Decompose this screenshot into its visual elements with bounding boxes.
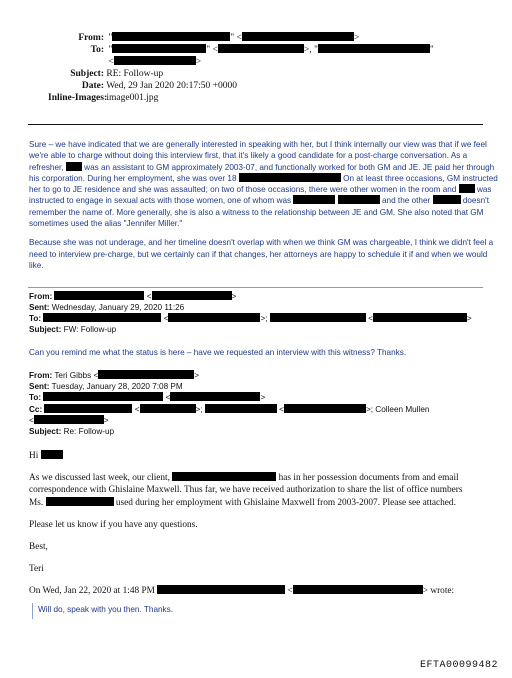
redaction (459, 184, 475, 193)
letter-paragraph-1: As we discussed last week, our client, has in her possession documents from and email correspondence with Ghislaine Maxwell. Thus far, we have received authorization to share the list of office numbers Ms. used during her employment with Ghislaine Maxwell from 2003-2007. Please see attached. (29, 473, 463, 508)
orig-subject-value: Re: Follow-up (63, 426, 115, 436)
reply-paragraph-1: Sure – we have indicated that we are generally interested in speaking with her, but I think internally our view was that if we feel we're able to charge without doing this interview first, that it's likely a good candidate for a post-charge conversation. As a refresher, was an assistant to GM approximately 2003-07, and functionally worked for both GM and JE. JE paid her through his corporation. During her employment, she was over 18 On at least three occasions, GM instructed her to go to JE residence and she was assaulted; on two of those occasions, there were other women in the room and was instructed to engage in sexual acts with those women, one of whom was and the other doesn't remember the name of. More generally, she is also a witness to the relationship between JE and GM. She also noted that GM sometimes used the alias "Jennifer Miller." (29, 140, 498, 229)
redaction (34, 415, 104, 424)
orig-sent-label: Sent: (29, 381, 50, 391)
closing: Best, (29, 542, 48, 553)
redaction (41, 450, 63, 459)
redaction (293, 585, 423, 594)
redaction (114, 56, 196, 65)
orig-sent-value: Tuesday, January 28, 2020 7:08 PM (51, 381, 183, 391)
redaction (373, 313, 467, 322)
reply-paragraph-2: Because she was not underage, and her timeline doesn't overlap with when we think GM was chargeable, I think we didn't feel a need to interview pre-charge, but we certainly can if that changes, her attorneys are happy to schedule it if and when we would like. (29, 238, 494, 270)
to-label: To: (90, 45, 104, 55)
fw-divider (28, 287, 483, 288)
quote-bar (32, 603, 33, 619)
header-from-row: From: " " < > (60, 32, 434, 44)
redaction (157, 585, 285, 594)
orig-cc-label: Cc: (29, 404, 43, 414)
fw-body: Can you remind me what the status is here – have we requested an interview with this witness? Thanks. (29, 348, 407, 357)
fw-header: From: < > Sent: Wednesday, January 29, 2020 11:26 To: < >; < > Subject: FW: Follow-up (29, 292, 472, 334)
redaction (242, 32, 354, 41)
date-label: Date: (81, 81, 104, 91)
redaction (318, 44, 430, 53)
subject-label: Subject: (70, 69, 104, 79)
redaction (284, 404, 366, 413)
subject-value: RE: Follow-up (106, 69, 164, 79)
redaction (270, 313, 366, 322)
inline-images-label: Inline-Images: (48, 93, 108, 103)
redaction (293, 195, 335, 204)
header-inline-row (48, 92, 434, 104)
letter-body (29, 450, 479, 600)
fw-subject-label: Subject: (29, 324, 62, 334)
letter-paragraph-2: Please let us know if you have any questions. (29, 519, 198, 530)
quote-mark: " (108, 33, 113, 43)
orig-from-value: Teri Gibbs < (54, 371, 99, 380)
redaction (66, 162, 82, 171)
bates-number: EFTA00099482 (419, 660, 498, 671)
redaction (168, 313, 260, 322)
redaction (170, 392, 260, 401)
redaction (152, 291, 232, 300)
redaction (43, 313, 161, 322)
signature: Teri (29, 564, 44, 575)
quoted-text: Will do, speak with you then. Thanks. (38, 605, 174, 614)
from-label: From: (78, 33, 104, 43)
redaction (98, 370, 194, 379)
reply-body (29, 139, 499, 279)
redaction (46, 497, 114, 506)
header-to-row: To: " " < >, " " (60, 44, 434, 56)
orig-from-label: From: (29, 371, 53, 380)
redaction (239, 173, 341, 182)
date-value: Wed, 29 Jan 2020 20:17:50 +0000 (106, 81, 237, 91)
greeting: Hi (29, 450, 479, 462)
redaction (338, 195, 380, 204)
redaction (205, 404, 277, 413)
redaction (54, 291, 144, 300)
header-date-row (60, 80, 434, 92)
fw-sent-value: Wednesday, January 29, 2020 11:26 (51, 302, 185, 312)
redaction (44, 404, 132, 413)
inline-images-value: image001.jpg (106, 93, 159, 103)
fw-sent-label: Sent: (29, 302, 50, 312)
redaction (218, 44, 304, 53)
redaction (112, 32, 230, 41)
redaction (140, 404, 196, 413)
header-to-row-2: < > (108, 57, 202, 67)
header-subject-row (60, 68, 434, 80)
fw-from-label: From: (29, 292, 53, 301)
orig-subject-label: Subject: (29, 426, 62, 436)
quote-attribution: On Wed, Jan 22, 2020 at 1:48 PM < > wrote: (29, 586, 455, 597)
fw-to-label: To: (29, 314, 42, 324)
redaction (112, 44, 206, 53)
redaction (43, 392, 163, 401)
orig-header: From: Teri Gibbs < > Sent: Tuesday, January 28, 2020 7:08 PM To: < > Cc: < >; < >; Colleen Mullen < > Subject: Re: Follow-up (29, 371, 430, 436)
redaction (433, 195, 461, 204)
orig-cc-tail: ; Colleen Mullen (370, 404, 430, 414)
header-divider (28, 124, 483, 125)
fw-subject-value: FW: Follow-up (63, 324, 117, 334)
email-header (48, 32, 434, 104)
redaction (172, 472, 276, 481)
orig-to-label: To: (29, 393, 42, 403)
